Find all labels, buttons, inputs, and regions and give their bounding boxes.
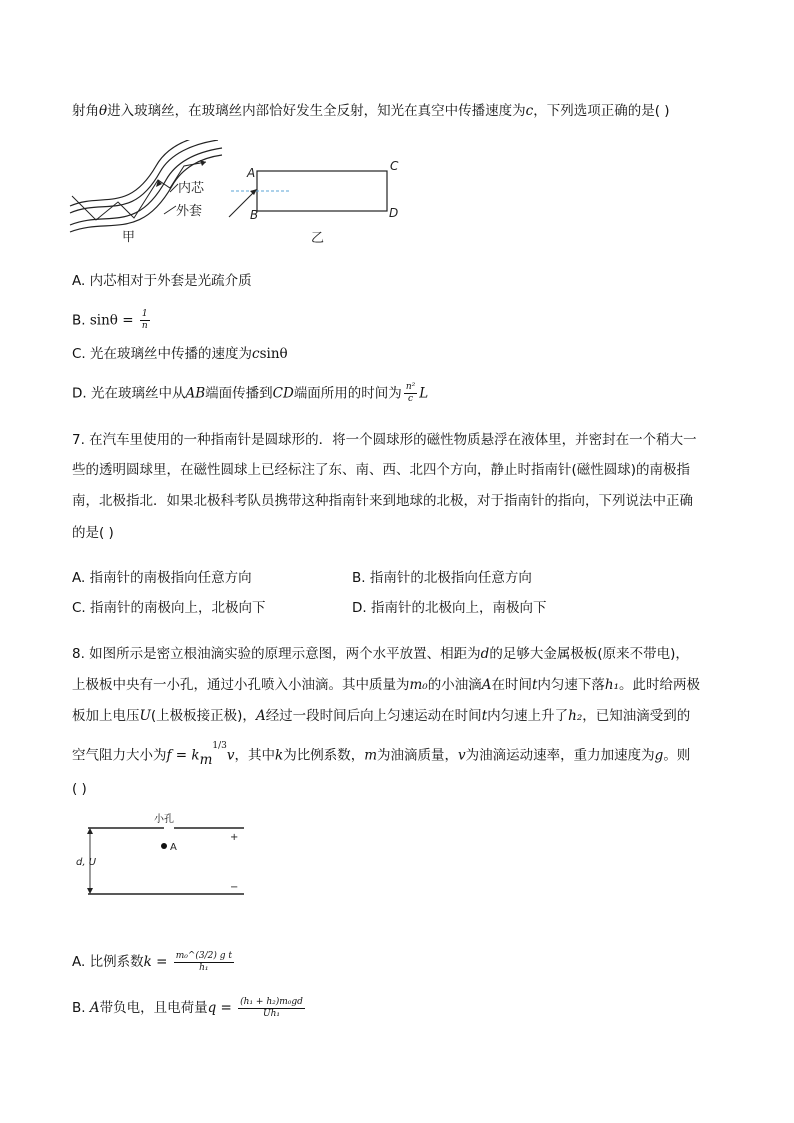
q6-stem-line (72, 101, 670, 121)
q6-option-b (72, 309, 152, 332)
q8-option-a-text: A. 比例系数 (72, 954, 144, 970)
q6-option-c-text: C. 光在玻璃丝中传播的速度为 (72, 346, 253, 362)
q8-text: 8. 如图所示是密立根油滴实验的原理示意图，两个水平放置、相距为 (72, 646, 481, 662)
v-symbol: v (226, 747, 235, 764)
m0-symbol: m₀ (409, 677, 428, 693)
q7-option-d: D. 指南针的北极向上，南极向下 (352, 600, 547, 616)
q6-option-c (72, 344, 288, 364)
q8-stem-line-2 (72, 675, 700, 695)
c-symbol: c (252, 346, 260, 362)
q6-stem-text-b: 进入玻璃丝，在玻璃丝内部恰好发生全反射，知光在真空中传播速度为 (107, 103, 526, 119)
inner-core-label: 内芯 (178, 181, 205, 196)
q8-text: 为油滴运动速率，重力加速度为 (465, 747, 655, 764)
d-symbol: d (480, 646, 490, 662)
figure-jia-caption: 甲 (122, 230, 136, 245)
exponent: 1/3 (212, 741, 227, 751)
m-symbol: m (199, 751, 213, 768)
fraction-denominator: c (407, 394, 414, 404)
q6-option-d (72, 382, 428, 405)
q8-text: ，已知油滴受到的 (582, 708, 691, 724)
q6-option-d-fraction (404, 382, 417, 405)
q6-option-b-fraction (140, 309, 150, 332)
a-symbol: A (255, 708, 266, 724)
q6-option-b-expr: sinθ = (89, 312, 134, 329)
q7-stem-line-3: 南，北极指北．如果北极科考队员携带这种指南针来到地球的北极，对于指南针的指向，下列说法中正确 (72, 493, 693, 509)
v-symbol: v (458, 747, 466, 764)
q8-option-b-text: 带负电，且电荷量 (99, 1000, 208, 1016)
millikan-figure (72, 810, 257, 900)
q8-option-b-prefix: B. (72, 1000, 90, 1016)
l-symbol: L (419, 385, 429, 402)
plus-sign: + (230, 832, 239, 843)
fiber-figure-jia (66, 140, 226, 250)
minus-sign: − (230, 882, 239, 893)
theta-symbol: θ (99, 103, 108, 119)
u-symbol: U (139, 708, 151, 724)
q6-option-b-prefix: B. (72, 312, 90, 329)
h1-symbol: h₁ (604, 677, 620, 693)
q8-text: 空气阻力大小为 (72, 747, 167, 764)
corner-D: D (389, 206, 399, 220)
q6-option-d-text-c: 端面所用的时间为 (293, 385, 402, 402)
oil-drop-marker (161, 843, 167, 849)
q7-stem-line-1: 7. 在汽车里使用的一种指南针是圆球形的．将一个圆球形的磁性物质悬浮在液体里，并密封在一个稍大一 (72, 432, 697, 448)
fraction-numerator: n² (405, 382, 416, 392)
g-symbol: g (654, 747, 664, 764)
fraction-numerator: 1 (140, 309, 150, 321)
drop-label: A (170, 842, 177, 853)
a-symbol: A (481, 677, 492, 693)
q7-option-b: B. 指南针的北极指向任意方向 (352, 570, 532, 586)
a-symbol: A (89, 1000, 100, 1016)
q8-option-b (72, 994, 307, 1022)
k-symbol: k (275, 747, 284, 764)
q8-text: 在时间 (491, 677, 532, 693)
side-label: d, U (76, 857, 97, 868)
q7-stem-line-2: 些的透明圆球里，在磁性圆球上已经标注了东、南、西、北四个方向，静止时指南针(磁性圆球)的南极指 (72, 462, 691, 478)
corner-A: A (247, 166, 256, 180)
q8-text: 。此时给两极 (619, 677, 701, 693)
q8-text: 经过一段时间后向上匀速运动在时间 (265, 708, 482, 724)
q7-option-a: A. 指南针的南极指向任意方向 (72, 570, 252, 586)
fraction-numerator: (h₁ + h₂)m₀gd (240, 996, 303, 1007)
q6-stem-text-c: ，下列选项正确的是( ) (533, 103, 670, 119)
q8-stem-line-3 (72, 706, 690, 726)
q-formula: q = (207, 1000, 232, 1016)
f-formula: f = k (166, 747, 200, 764)
q6-option-a: A. 内芯相对于外套是光疏介质 (72, 273, 252, 289)
k-formula: k = (143, 954, 168, 970)
q8-text: ，其中 (234, 747, 276, 764)
sin-theta: sinθ (259, 346, 288, 362)
q8-stem-line-4 (72, 742, 690, 766)
t-symbol: t (531, 677, 538, 693)
outer-cladding-label: 外套 (176, 204, 203, 219)
m-symbol: m (364, 747, 378, 764)
cd-symbol: CD (272, 385, 294, 402)
q8-text: 上极板中央有一小孔，通过小孔喷入小油滴。其中质量为 (72, 677, 410, 693)
figure-yi-caption: 乙 (311, 231, 325, 246)
q8-text: 为油滴质量， (377, 747, 459, 764)
h2-symbol: h₂ (568, 708, 583, 724)
q6-stem-text-a: 射角 (72, 103, 99, 119)
q8-text: 的小油滴 (427, 677, 482, 693)
q7-option-c: C. 指南针的南极向上，北极向下 (72, 600, 266, 616)
corner-B: B (250, 208, 259, 222)
q8-text: (上极板接正极)， (150, 708, 256, 724)
hole-label: 小孔 (154, 814, 174, 825)
q7-stem-line-4: 的是( ) (72, 525, 114, 541)
q8-text: 的足够大金属极板(原来不带电)， (489, 646, 689, 662)
fraction-denominator: n (141, 321, 148, 331)
ab-symbol: AB (185, 385, 206, 402)
q8-option-b-fraction (238, 997, 305, 1020)
q8-text: 内匀速上升了 (487, 708, 569, 724)
q8-text: 为比例系数， (283, 747, 365, 764)
t-symbol: t (481, 708, 488, 724)
c-symbol: c (525, 103, 534, 119)
fraction-denominator: Uh₁ (263, 1008, 281, 1019)
q8-text: 板加上电压 (72, 708, 140, 724)
fraction-numerator: m₀^(3/2) g t (175, 950, 232, 961)
q6-option-d-text-b: 端面传播到 (205, 385, 273, 402)
q8-text: 。则 (663, 747, 691, 764)
fraction-denominator: h₁ (199, 962, 209, 973)
fiber-figure-yi (225, 155, 410, 250)
q8-option-a (72, 948, 236, 976)
q8-text: 内匀速下落 (537, 677, 605, 693)
q8-option-a-fraction (174, 951, 234, 974)
q8-answer-brackets: ( ) (72, 781, 87, 797)
corner-C: C (390, 159, 399, 173)
q6-option-d-text-a: D. 光在玻璃丝中从 (72, 385, 186, 402)
q8-stem-line-1 (72, 644, 689, 664)
